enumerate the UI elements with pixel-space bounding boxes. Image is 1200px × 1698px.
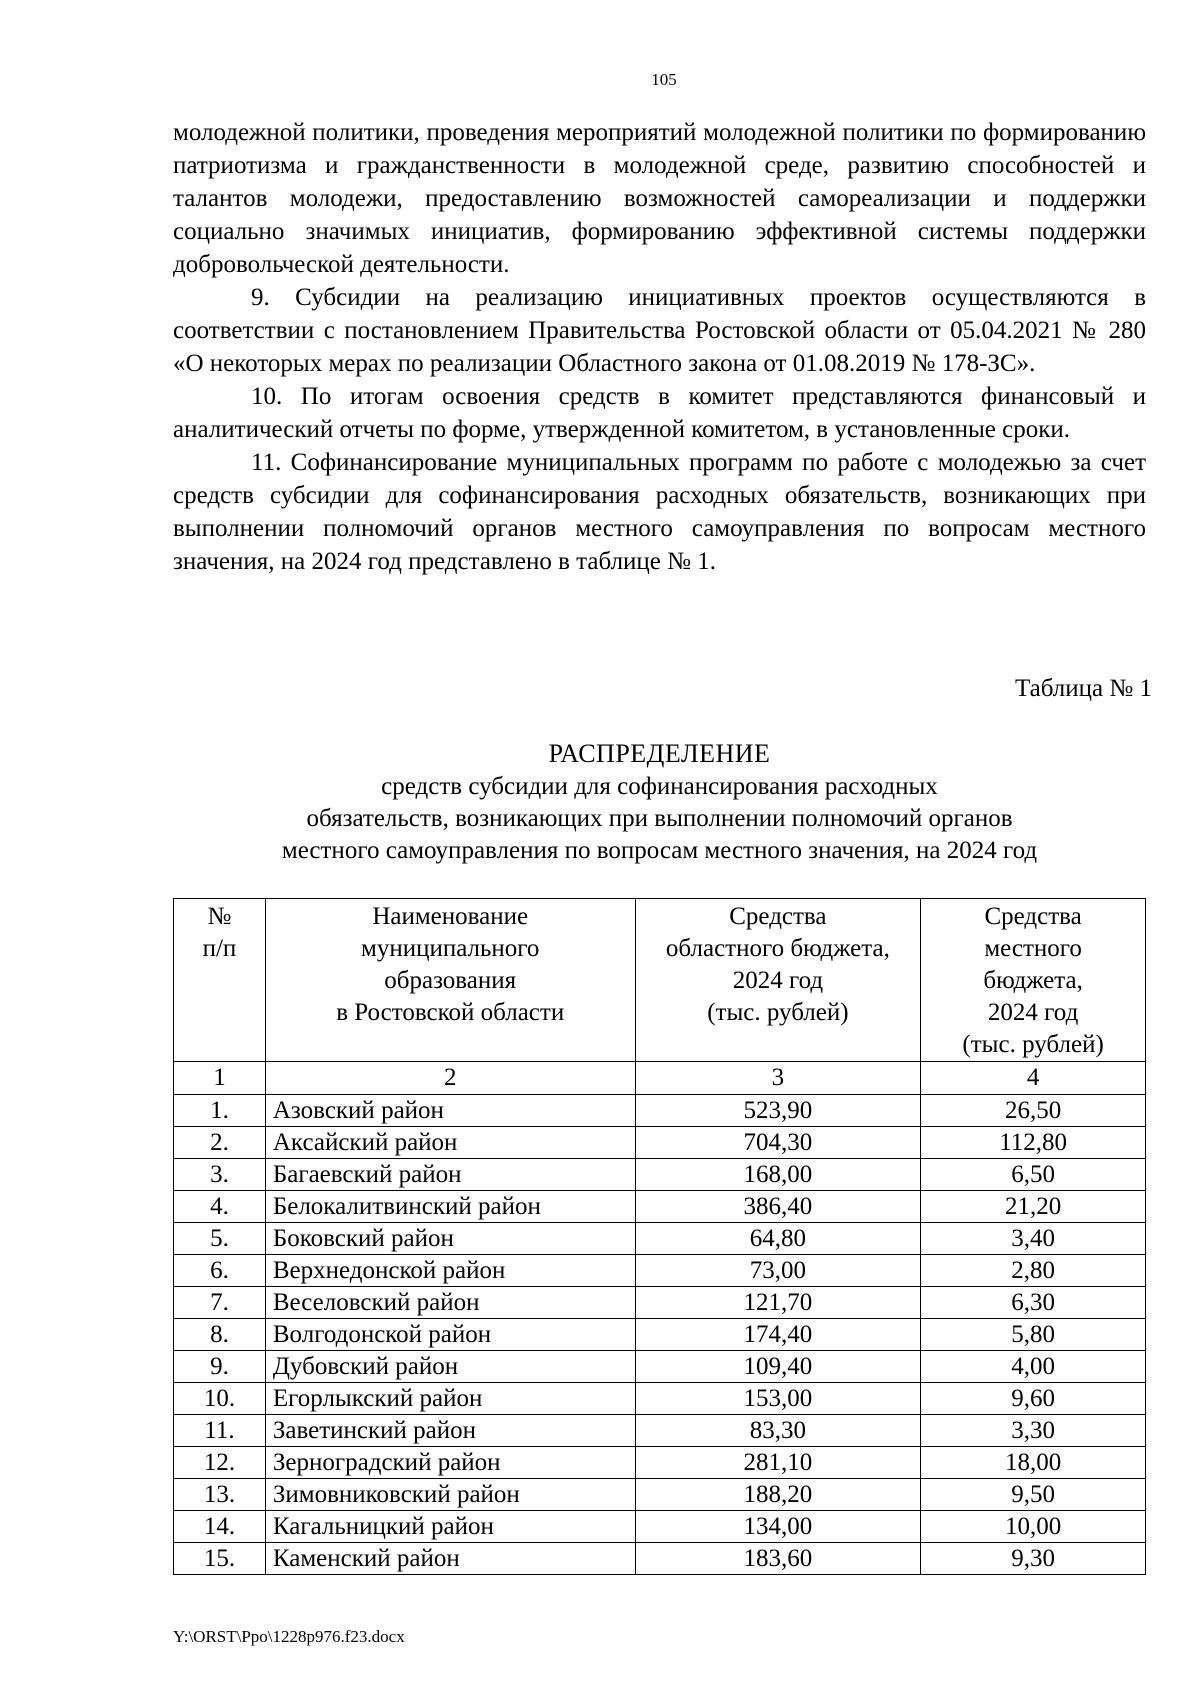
regional-budget-value: 83,30 xyxy=(635,1415,921,1447)
municipality-name: Верхнедонской район xyxy=(265,1255,635,1287)
local-budget-value: 6,30 xyxy=(921,1287,1146,1319)
table-row xyxy=(174,1255,1146,1287)
local-budget-value: 9,50 xyxy=(921,1479,1146,1511)
paragraph: 10. По итогам освоения средств в комитет представляются финансовый и аналитический отчеты по форме, утвержденной комитетом, в установленные сроки. xyxy=(173,383,1146,443)
row-number: 4. xyxy=(174,1191,266,1223)
municipality-name: Азовский район xyxy=(265,1095,635,1127)
local-budget-value: 2,80 xyxy=(921,1255,1146,1287)
row-number: 15. xyxy=(174,1543,266,1575)
local-budget-value: 21,20 xyxy=(921,1191,1146,1223)
regional-budget-value: 704,30 xyxy=(635,1127,921,1159)
column-number: 3 xyxy=(635,1062,921,1095)
row-number: 8. xyxy=(174,1319,266,1351)
table-label: Таблица № 1 xyxy=(1014,675,1152,702)
municipality-name: Каменский район xyxy=(265,1543,635,1575)
regional-budget-value: 183,60 xyxy=(635,1543,921,1575)
row-number: 14. xyxy=(174,1511,266,1543)
table-row xyxy=(174,1287,1146,1319)
row-number: 13. xyxy=(174,1479,266,1511)
title-line: обязательств, возникающих при выполнении полномочий органов xyxy=(306,805,1013,832)
municipality-name: Боковский район xyxy=(265,1223,635,1255)
regional-budget-value: 121,70 xyxy=(635,1287,921,1319)
local-budget-value: 3,30 xyxy=(921,1415,1146,1447)
title-line: средств субсидии для софинансирования расходных xyxy=(381,773,938,800)
column-number: 1 xyxy=(174,1062,266,1095)
table-row xyxy=(174,1159,1146,1191)
local-budget-value: 10,00 xyxy=(921,1511,1146,1543)
header-number: № п/п xyxy=(174,899,266,1062)
municipality-name: Заветинский район xyxy=(265,1415,635,1447)
municipality-name: Егорлыкский район xyxy=(265,1383,635,1415)
regional-budget-value: 281,10 xyxy=(635,1447,921,1479)
local-budget-value: 9,60 xyxy=(921,1383,1146,1415)
local-budget-value: 112,80 xyxy=(921,1127,1146,1159)
table-row xyxy=(174,1479,1146,1511)
paragraph: 11. Софинансирование муниципальных программ по работе с молодежью за счет средств субсидии для софинансирования расходных обязательств, возникающих при выполнении полномочий органов местного самоуправления по вопросам местного значения, на 2024 год представлено в таблице № 1. xyxy=(173,449,1146,575)
municipality-name: Зерноградский район xyxy=(265,1447,635,1479)
file-path-footer: Y:\ORST\Ppo\1228p976.f23.docx xyxy=(173,1627,405,1646)
table-row xyxy=(174,1191,1146,1223)
local-budget-value: 6,50 xyxy=(921,1159,1146,1191)
municipality-name: Белокалитвинский район xyxy=(265,1191,635,1223)
municipality-name: Дубовский район xyxy=(265,1351,635,1383)
row-number: 1. xyxy=(174,1095,266,1127)
table-row xyxy=(174,1447,1146,1479)
column-number-row xyxy=(174,1062,1146,1095)
header-local-budget: Средства местного бюджета, 2024 год (тыс. рублей) xyxy=(921,899,1146,1062)
local-budget-value: 3,40 xyxy=(921,1223,1146,1255)
regional-budget-value: 386,40 xyxy=(635,1191,921,1223)
municipality-name: Багаевский район xyxy=(265,1159,635,1191)
paragraph: молодежной политики, проведения мероприятий молодежной политики по формированию патриотизма и гражданственности в молодежной среде, развитию способностей и талантов молодежи, предоставлению возможностей самореализации и поддержки социально значимых инициатив, формированию эффективной системы поддержки добровольческой деятельности. xyxy=(173,119,1146,278)
table-row xyxy=(174,1383,1146,1415)
local-budget-value: 26,50 xyxy=(921,1095,1146,1127)
table-row xyxy=(174,1351,1146,1383)
table-row xyxy=(174,1415,1146,1447)
municipality-name: Веселовский район xyxy=(265,1287,635,1319)
municipality-name: Волгодонской район xyxy=(265,1319,635,1351)
row-number: 10. xyxy=(174,1383,266,1415)
regional-budget-value: 174,40 xyxy=(635,1319,921,1351)
table-row xyxy=(174,1127,1146,1159)
header-regional-budget: Средства областного бюджета, 2024 год (тыс. рублей) xyxy=(635,899,921,1062)
title-heading: РАСПРЕДЕЛЕНИЕ xyxy=(548,739,771,768)
regional-budget-value: 188,20 xyxy=(635,1479,921,1511)
row-number: 6. xyxy=(174,1255,266,1287)
row-number: 11. xyxy=(174,1415,266,1447)
local-budget-value: 4,00 xyxy=(921,1351,1146,1383)
table-row xyxy=(174,1095,1146,1127)
row-number: 5. xyxy=(174,1223,266,1255)
municipality-name: Зимовниковский район xyxy=(265,1479,635,1511)
regional-budget-value: 523,90 xyxy=(635,1095,921,1127)
row-number: 2. xyxy=(174,1127,266,1159)
column-number: 4 xyxy=(921,1062,1146,1095)
row-number: 9. xyxy=(174,1351,266,1383)
regional-budget-value: 153,00 xyxy=(635,1383,921,1415)
paragraph: 9. Субсидии на реализацию инициативных проектов осуществляются в соответствии с постановлением Правительства Ростовской области от 05.04.2021 № 280 «О некоторых мерах по реализации Областного закона от 01.08.2019 № 178-ЗС». xyxy=(173,284,1146,377)
row-number: 12. xyxy=(174,1447,266,1479)
header-municipality: Наименование муниципального образования в Ростовской области xyxy=(265,899,635,1062)
local-budget-value: 5,80 xyxy=(921,1319,1146,1351)
table-title xyxy=(173,738,1146,867)
distribution-table xyxy=(173,898,1146,1575)
local-budget-value: 18,00 xyxy=(921,1447,1146,1479)
table-row xyxy=(174,1319,1146,1351)
regional-budget-value: 109,40 xyxy=(635,1351,921,1383)
municipality-name: Кагальницкий район xyxy=(265,1511,635,1543)
local-budget-value: 9,30 xyxy=(921,1543,1146,1575)
row-number: 3. xyxy=(174,1159,266,1191)
table-row xyxy=(174,1511,1146,1543)
regional-budget-value: 134,00 xyxy=(635,1511,921,1543)
table-header-row xyxy=(174,899,1146,1062)
regional-budget-value: 64,80 xyxy=(635,1223,921,1255)
title-line: местного самоуправления по вопросам местного значения, на 2024 год xyxy=(281,837,1038,864)
body-text xyxy=(173,116,1146,578)
municipality-name: Аксайский район xyxy=(265,1127,635,1159)
row-number: 7. xyxy=(174,1287,266,1319)
regional-budget-value: 73,00 xyxy=(635,1255,921,1287)
column-number: 2 xyxy=(265,1062,635,1095)
page-number: 105 xyxy=(651,70,677,89)
table-row xyxy=(174,1543,1146,1575)
table-row xyxy=(174,1223,1146,1255)
regional-budget-value: 168,00 xyxy=(635,1159,921,1191)
